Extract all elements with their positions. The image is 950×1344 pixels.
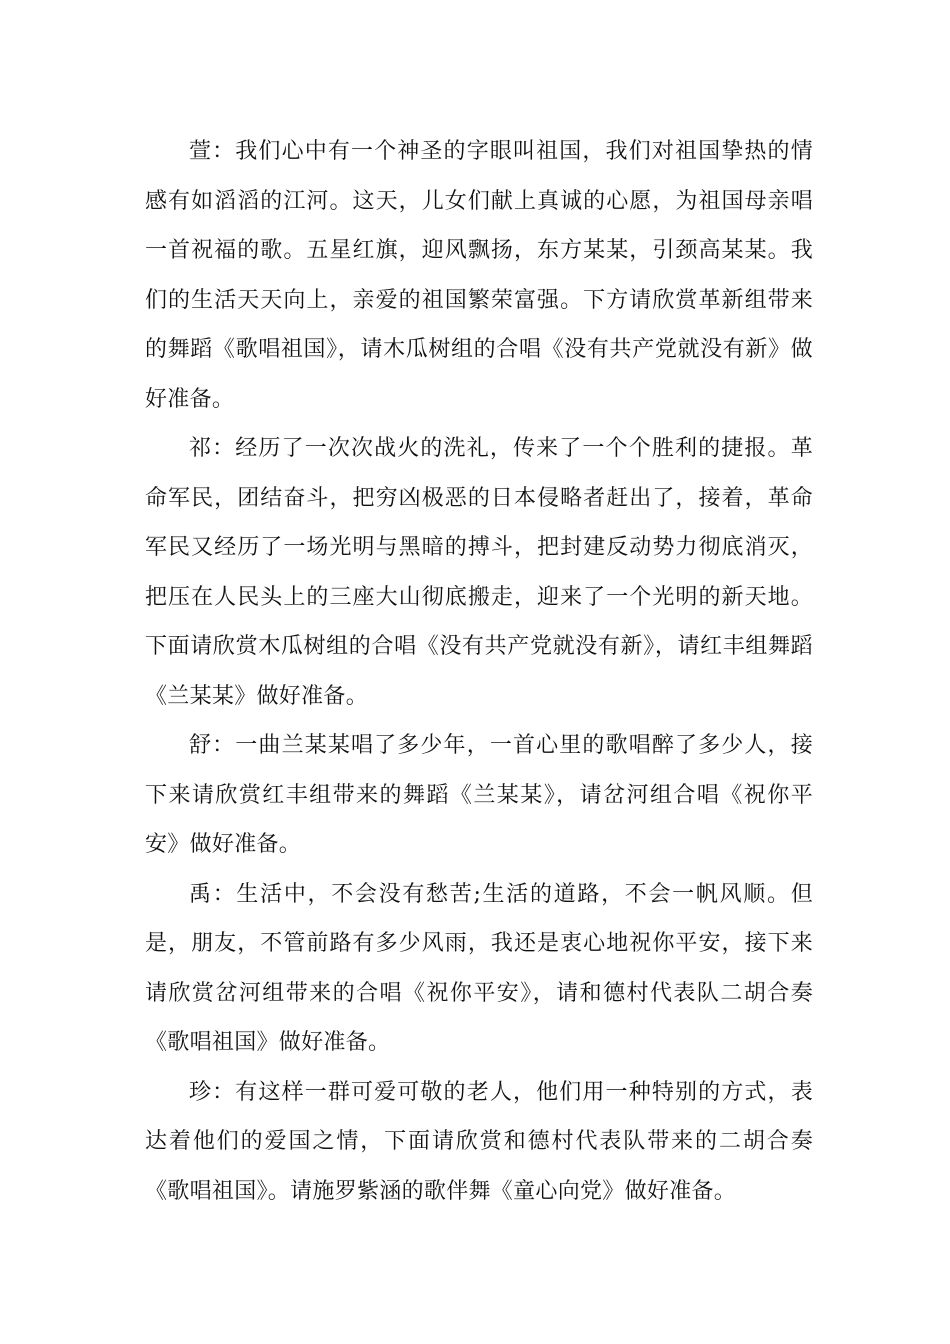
document-body (145, 127, 813, 1216)
paragraph-xuan: 萱：我们心中有一个神圣的字眼叫祖国，我们对祖国挚热的情感有如滔滔的江河。这天，儿女们献上真诚的心愿，为祖国母亲唱一首祝福的歌。五星红旗，迎风飘扬，东方某某，引颈高某某。我们的生活天天向上，亲爱的祖国繁荣富强。下方请欣赏革新组带来的舞蹈《歌唱祖国》，请木瓜树组的合唱《没有共产党就没有新》做好准备。 (145, 139, 813, 412)
paragraph-yu: 禹：生活中，不会没有愁苦;生活的道路，不会一帆风顺。但是，朋友，不管前路有多少风雨，我还是衷心地祝你平安，接下来请欣赏岔河组带来的合唱《祝你平安》，请和德村代表队二胡合奏《歌唱祖国》做好准备。 (145, 881, 813, 1055)
paragraph-shu: 舒：一曲兰某某唱了多少年，一首心里的歌唱醉了多少人，接下来请欣赏红丰组带来的舞蹈《兰某某》，请岔河组合唱《祝你平安》做好准备。 (145, 733, 813, 857)
paragraph-qi: 祁：经历了一次次战火的洗礼，传来了一个个胜利的捷报。革命军民，团结奋斗，把穷凶极恶的日本侵略者赶出了，接着，革命军民又经历了一场光明与黑暗的搏斗，把封建反动势力彻底消灭，把压在人民头上的三座大山彻底搬走，迎来了一个光明的新天地。下面请欣赏木瓜树组的合唱《没有共产党就没有新》，请红丰组舞蹈《兰某某》做好准备。 (145, 436, 813, 709)
paragraph-zhen: 珍：有这样一群可爱可敬的老人，他们用一种特别的方式，表达着他们的爱国之情，下面请欣赏和德村代表队带来的二胡合奏《歌唱祖国》。请施罗紫涵的歌伴舞《童心向党》做好准备。 (145, 1079, 813, 1204)
